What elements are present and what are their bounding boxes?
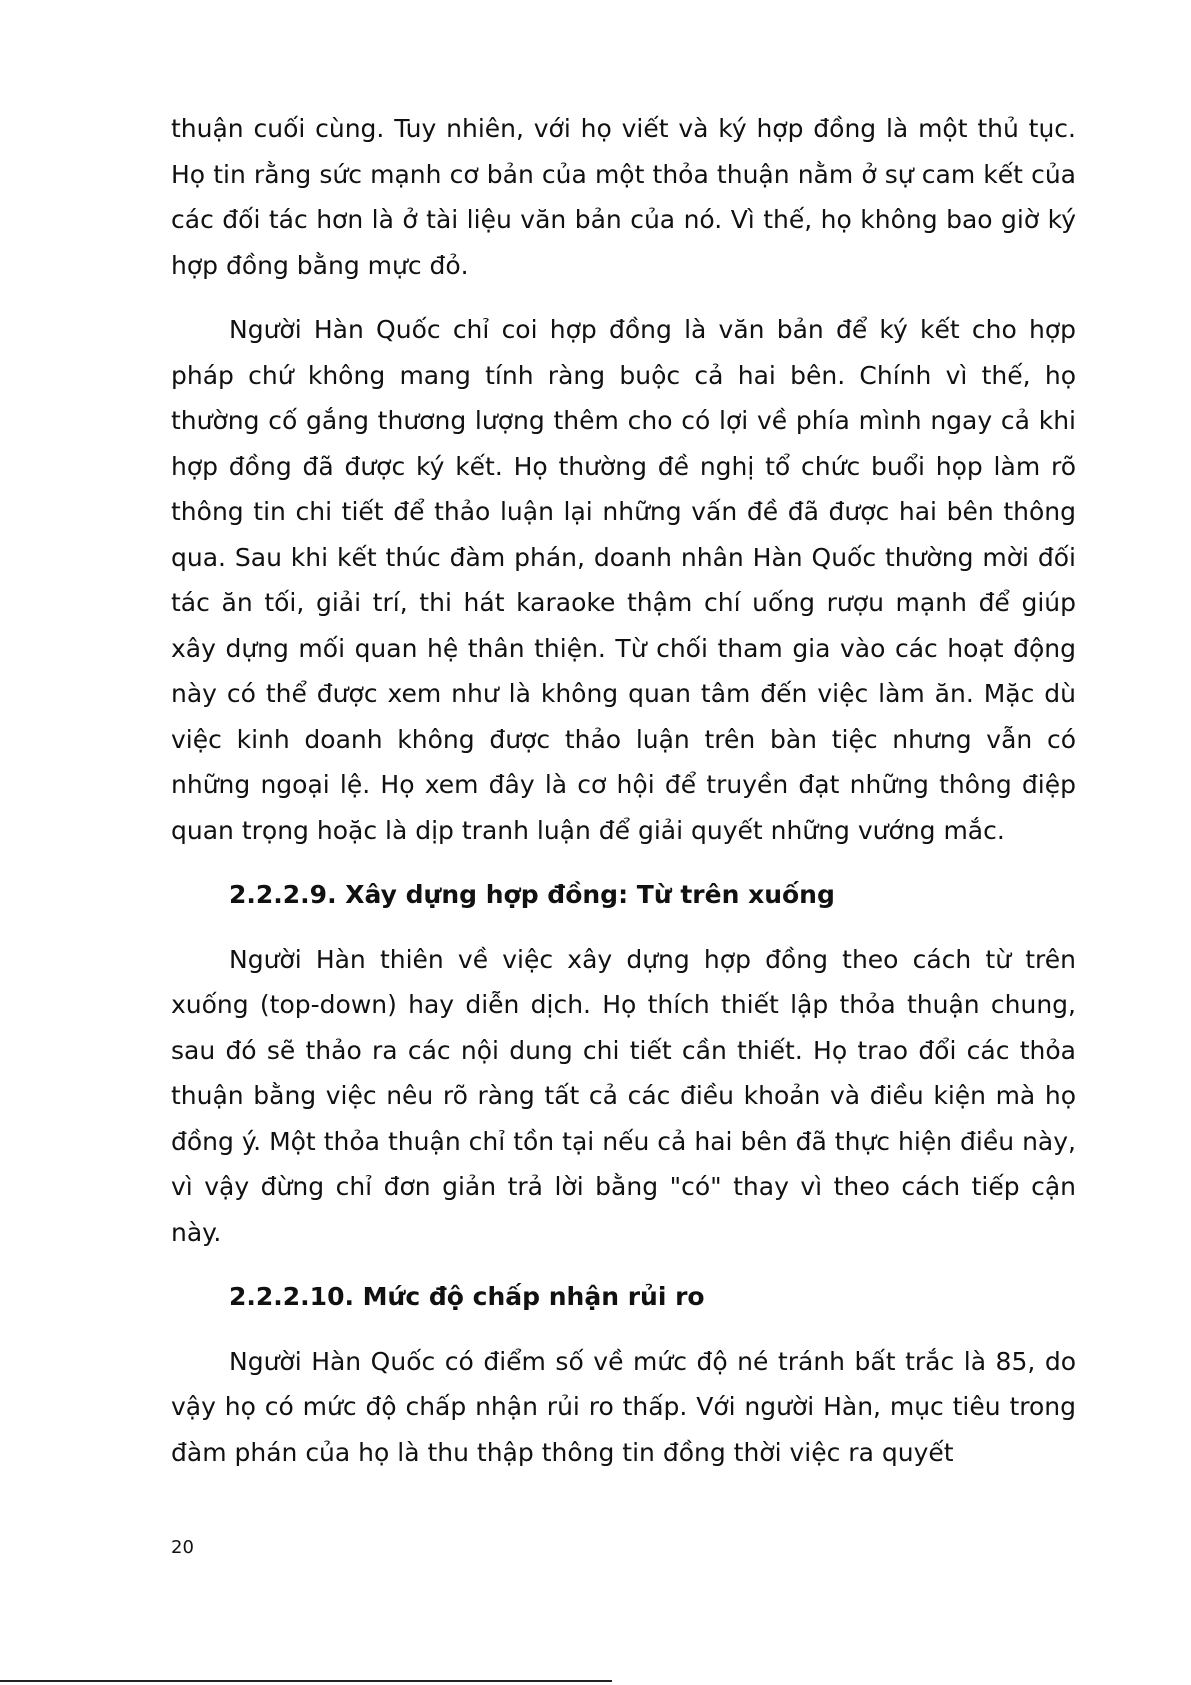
section-heading-contract-building: 2.2.2.9. Xây dựng hợp đồng: Từ trên xuống [229,880,835,909]
page-number: 20 [171,1537,194,1558]
paragraph-continuation: thuận cuối cùng. Tuy nhiên, với họ viết và ký hợp đồng là một thủ tục. Họ tin rằng sức mạnh cơ bản của một thỏa thuận nằm ở sự cam kết của các đối tác hơn là ở tài liệu văn bản của nó. Vì thế, họ không bao giờ ký hợp đồng bằng mực đỏ. [171,114,1076,280]
page-content [171,106,1076,1494]
section-heading-risk-acceptance: 2.2.2.10. Mức độ chấp nhận rủi ro [229,1282,705,1311]
paragraph-contract-building: Người Hàn thiên về việc xây dựng hợp đồng theo cách từ trên xuống (top-down) hay diễn dịch. Họ thích thiết lập thỏa thuận chung, sau đó sẽ thảo ra các nội dung chi tiết cần thiết. Họ trao đổi các thỏa thuận bằng việc nêu rõ ràng tất cả các điều khoản và điều kiện mà họ đồng ý. Một thỏa thuận chỉ tồn tại nếu cả hai bên đã thực hiện điều này, vì vậy đừng chỉ đơn giản trả lời bằng "có" thay vì theo cách tiếp cận này. [171,944,1076,1247]
paragraph-risk-acceptance: Người Hàn Quốc có điểm số về mức độ né tránh bất trắc là 85, do vậy họ có mức độ chấp nhận rủi ro thấp. Với người Hàn, mục tiêu trong đàm phán của họ là thu thập thông tin đồng thời việc ra quyết [171,1346,1076,1467]
paragraph-contract-view: Người Hàn Quốc chỉ coi hợp đồng là văn bản để ký kết cho hợp pháp chứ không mang tính ràng buộc cả hai bên. Chính vì thế, họ thường cố gắng thương lượng thêm cho có lợi về phía mình ngay cả khi hợp đồng đã được ký kết. Họ thường đề nghị tổ chức buổi họp làm rõ thông tin chi tiết để thảo luận lại những vấn đề đã được hai bên thông qua. Sau khi kết thúc đàm phán, doanh nhân Hàn Quốc thường mời đối tác ăn tối, giải trí, thi hát karaoke thậm chí uống rượu mạnh để giúp xây dựng mối quan hệ thân thiện. Từ chối tham gia vào các hoạt động này có thể được xem như là không quan tâm đến việc làm ăn. Mặc dù việc kinh doanh không được thảo luận trên bàn tiệc nhưng vẫn có những ngoại lệ. Họ xem đây là cơ hội để truyền đạt những thông điệp quan trọng hoặc là dịp tranh luận để giải quyết những vướng mắc. [171,315,1076,845]
bottom-divider [0,1680,612,1682]
